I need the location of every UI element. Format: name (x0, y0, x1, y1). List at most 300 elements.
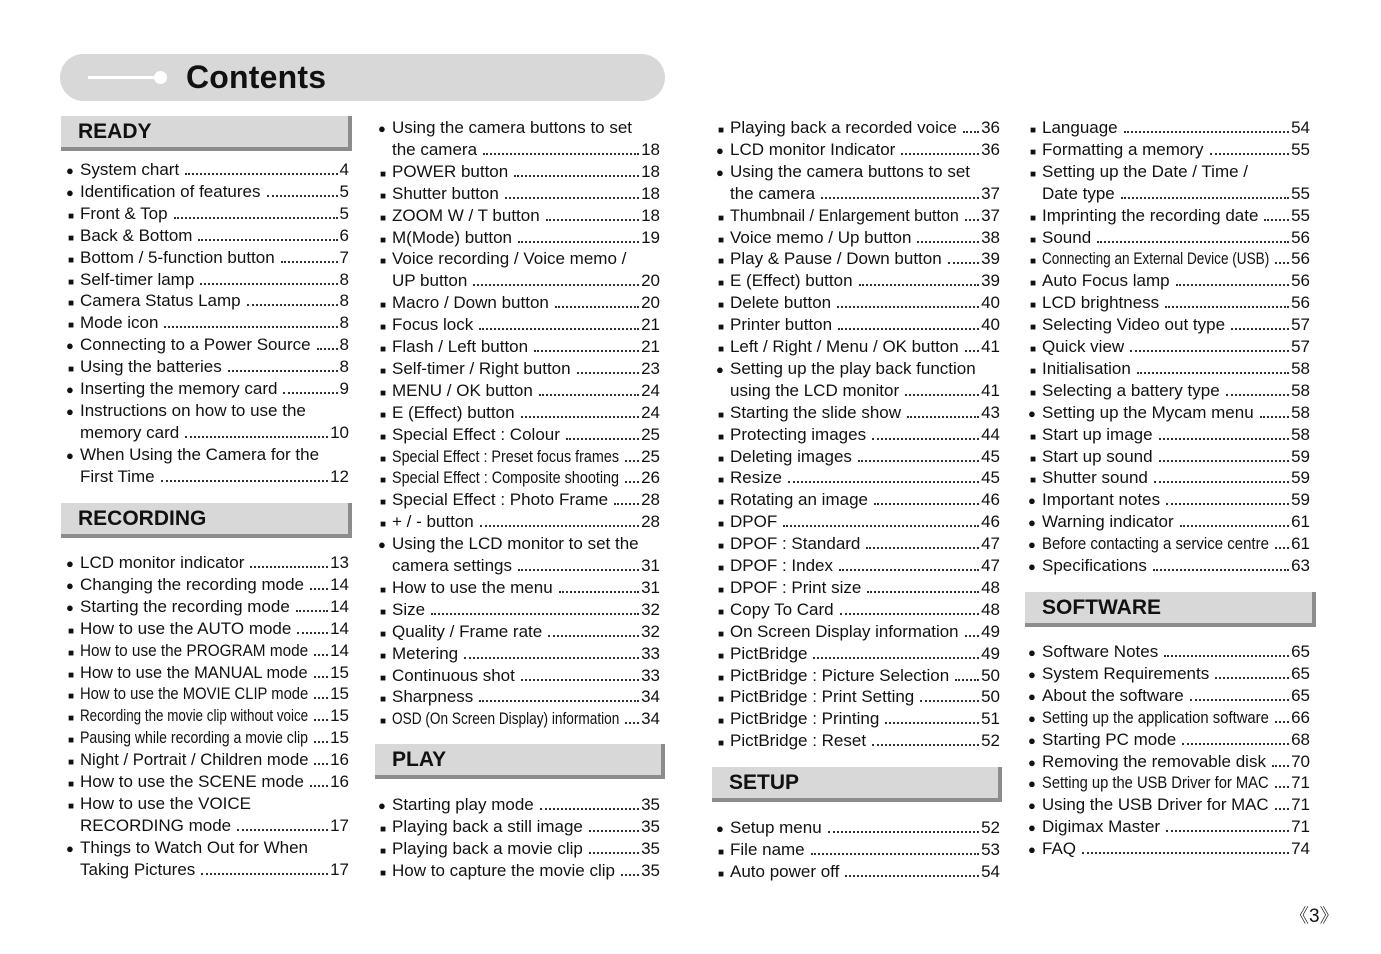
toc-page-number: 41 (981, 337, 1000, 356)
toc-entry[interactable] (66, 334, 349, 356)
toc-entry[interactable] (66, 378, 349, 400)
toc-entry[interactable] (716, 139, 1000, 161)
dot-leader (297, 632, 328, 634)
toc-entry-title: Recording the movie clip without voice (80, 706, 309, 726)
toc-page-number: 57 (1291, 337, 1310, 356)
dot-leader (164, 326, 337, 328)
toc-page-number: 71 (1291, 773, 1310, 793)
toc-entry[interactable] (378, 424, 660, 446)
toc-page-number: 16 (330, 750, 349, 770)
toc-entry[interactable] (66, 837, 349, 859)
bullet-square-icon: ■ (380, 212, 387, 224)
toc-entry[interactable] (66, 683, 349, 705)
toc-entry[interactable] (378, 336, 660, 358)
toc-page-number: 18 (641, 205, 660, 225)
bullet-circle-icon: ● (1028, 493, 1036, 509)
toc-entry[interactable] (66, 859, 349, 881)
toc-entry[interactable] (378, 555, 660, 577)
toc-entry[interactable] (716, 358, 1000, 380)
toc-entry-title: Shutter button (392, 183, 499, 203)
toc-entry-title: How to use the PROGRAM mode (80, 640, 309, 660)
dot-leader (1231, 328, 1289, 330)
bullet-circle-icon: ● (1028, 732, 1036, 748)
dot-leader (174, 217, 338, 219)
bullet-circle-icon: ● (66, 403, 74, 419)
toc-page-number: 66 (1291, 707, 1310, 727)
toc-page-number: 31 (641, 577, 660, 597)
toc-entry-title: Mode icon (80, 313, 159, 333)
toc-entry[interactable] (378, 533, 660, 555)
toc-entry[interactable] (378, 708, 660, 730)
toc-entry[interactable] (1028, 336, 1310, 358)
toc-entry[interactable] (716, 665, 1000, 687)
toc-entry[interactable] (716, 489, 1000, 511)
toc-page-number: 56 (1291, 227, 1310, 247)
toc-page-number: 54 (981, 861, 1000, 881)
bullet-square-icon: ■ (718, 234, 725, 246)
dot-leader (228, 370, 338, 372)
dot-leader (1215, 677, 1289, 679)
toc-entry[interactable] (66, 290, 349, 312)
toc-entry-title: PictBridge (730, 643, 808, 663)
toc-entry-title: camera settings (392, 556, 512, 575)
bullet-circle-icon: ● (716, 821, 724, 836)
toc-entry[interactable] (378, 621, 660, 643)
toc-entry[interactable] (66, 771, 349, 793)
dot-leader (473, 284, 639, 286)
bullet-square-icon: ■ (718, 497, 725, 509)
toc-entry-title: the camera (730, 183, 816, 203)
toc-entry[interactable] (716, 686, 1000, 708)
bullet-circle-icon: ● (66, 338, 74, 354)
toc-entry[interactable] (716, 380, 1000, 402)
toc-page-number: 50 (981, 665, 1000, 685)
toc-entry[interactable] (378, 358, 660, 380)
dot-leader (859, 284, 980, 286)
toc-entry[interactable] (66, 444, 349, 466)
toc-entry[interactable] (1028, 838, 1310, 860)
dot-leader (828, 831, 979, 833)
toc-entry[interactable] (716, 599, 1000, 621)
bullet-circle-icon: ● (1028, 688, 1036, 704)
toc-entry[interactable] (66, 159, 349, 181)
toc-entry[interactable] (378, 446, 660, 468)
toc-page-number: 37 (981, 183, 1000, 203)
bullet-square-icon: ■ (718, 738, 725, 750)
bullet-circle-icon: ● (66, 184, 74, 200)
toc-entry[interactable] (716, 402, 1000, 424)
dot-leader (1166, 830, 1289, 832)
bullet-square-icon: ■ (1030, 431, 1037, 443)
toc-page-number: 36 (981, 139, 1000, 159)
toc-entry[interactable] (378, 248, 660, 270)
banner-dot-icon (154, 71, 167, 84)
dot-leader (267, 195, 338, 197)
toc-entry-title: Initialisation (1042, 358, 1131, 378)
dot-leader (283, 392, 337, 394)
toc-page-number: 25 (641, 424, 660, 444)
toc-entry[interactable] (716, 205, 1000, 227)
bullet-square-icon: ■ (1030, 256, 1037, 268)
bullet-square-icon: ■ (380, 584, 387, 596)
dot-leader (867, 591, 979, 593)
dot-leader (577, 372, 640, 374)
toc-entry[interactable] (66, 312, 349, 334)
toc-entry[interactable] (1028, 816, 1310, 838)
toc-entry[interactable] (1028, 511, 1310, 533)
toc-entry[interactable] (66, 422, 349, 444)
toc-entry[interactable] (716, 424, 1000, 446)
toc-entry[interactable] (716, 314, 1000, 336)
toc-entry[interactable] (716, 117, 1000, 139)
toc-entry[interactable] (1028, 555, 1310, 577)
toc-entry-title: M(Mode) button (392, 227, 512, 247)
toc-page-number: 8 (339, 335, 349, 355)
bullet-circle-icon: ● (1028, 405, 1036, 421)
dot-leader (839, 569, 979, 571)
toc-entry[interactable] (378, 314, 660, 336)
toc-entry[interactable] (66, 705, 349, 727)
toc-entry[interactable] (1028, 685, 1310, 707)
dot-leader (281, 261, 338, 263)
toc-page-number: 59 (1291, 490, 1310, 510)
toc-entry[interactable] (66, 466, 349, 488)
toc-entry[interactable] (378, 511, 660, 533)
bullet-square-icon: ■ (1030, 387, 1037, 399)
toc-page-number: 8 (339, 291, 349, 311)
toc-entry[interactable] (1028, 117, 1310, 139)
dot-leader (185, 436, 328, 438)
toc-entry-title: DPOF : Index (730, 556, 833, 575)
toc-entry[interactable] (378, 380, 660, 402)
toc-page-number: 24 (641, 380, 660, 400)
toc-entry[interactable] (716, 467, 1000, 489)
toc-entry[interactable] (1028, 314, 1310, 336)
dot-leader (483, 153, 639, 155)
bullet-square-icon: ■ (718, 628, 725, 640)
bullet-square-icon: ■ (718, 868, 725, 880)
bullet-square-icon: ■ (718, 344, 725, 355)
bullet-circle-icon: ● (66, 840, 74, 856)
bullet-square-icon: ■ (1030, 344, 1037, 355)
bullet-square-icon: ■ (380, 694, 387, 706)
toc-entry[interactable] (1028, 205, 1310, 227)
toc-entry[interactable] (66, 269, 349, 291)
toc-entry[interactable] (716, 336, 1000, 358)
toc-entry-title: Printer button (730, 315, 833, 335)
toc-entry[interactable] (378, 292, 660, 314)
bullet-square-icon: ■ (68, 320, 75, 332)
toc-entry[interactable] (378, 227, 660, 249)
toc-entry[interactable] (1028, 358, 1310, 380)
section-header-recording (61, 503, 352, 538)
toc-entry[interactable] (66, 815, 349, 837)
toc-entry[interactable] (1028, 227, 1310, 249)
toc-entry-title: Important notes (1042, 490, 1161, 510)
toc-entry[interactable] (66, 400, 349, 422)
toc-entry[interactable] (66, 203, 349, 225)
toc-page-number: 34 (641, 687, 660, 707)
toc-entry[interactable] (1028, 270, 1310, 292)
toc-entry-title: E (Effect) button (730, 271, 853, 291)
dot-leader (821, 197, 979, 199)
toc-entry[interactable] (378, 643, 660, 665)
toc-entry-title: DPOF : Standard (730, 534, 861, 554)
dot-leader (1190, 699, 1289, 701)
toc-entry[interactable] (716, 511, 1000, 533)
bullet-square-icon: ■ (1030, 453, 1037, 465)
dot-leader (1264, 219, 1289, 221)
toc-entry[interactable] (1028, 139, 1310, 161)
toc-page-number: 15 (330, 706, 349, 726)
toc-entry[interactable] (716, 533, 1000, 555)
bullet-square-icon: ■ (380, 168, 387, 180)
toc-entry-title: + / - button (392, 512, 474, 532)
toc-entry[interactable] (1028, 772, 1310, 794)
toc-entry-title: How to use the menu (392, 577, 553, 597)
toc-entry[interactable] (1028, 380, 1310, 402)
toc-entry[interactable] (66, 181, 349, 203)
toc-entry[interactable] (716, 839, 1000, 861)
toc-page-number: 14 (330, 618, 349, 638)
bullet-circle-icon: ● (1028, 710, 1036, 726)
toc-page-number: 53 (981, 839, 1000, 859)
bullet-square-icon: ■ (1030, 322, 1037, 334)
toc-entry-title: Flash / Left button (392, 337, 529, 356)
toc-page-number: 55 (1291, 139, 1310, 159)
toc-entry[interactable] (716, 708, 1000, 730)
toc-entry[interactable] (716, 227, 1000, 249)
toc-entry[interactable] (378, 599, 660, 621)
toc-entry[interactable] (66, 793, 349, 815)
toc-page-number: 4 (339, 160, 349, 179)
toc-entry[interactable] (66, 247, 349, 269)
toc-entry-title: DPOF : Print size (730, 577, 862, 597)
toc-page-number: 15 (330, 728, 349, 748)
toc-entry[interactable] (1028, 292, 1310, 314)
dot-leader (1180, 525, 1289, 527)
toc-entry[interactable] (1028, 467, 1310, 489)
toc-entry-title: Formatting a memory (1042, 139, 1204, 159)
toc-entry[interactable] (716, 621, 1000, 643)
toc-entry-title: Before contacting a service centre (1042, 534, 1269, 554)
toc-page-number: 15 (330, 662, 349, 682)
toc-entry-title: Starting play mode (392, 795, 534, 814)
toc-entry[interactable] (66, 662, 349, 684)
toc-page-number: 58 (1291, 402, 1310, 422)
section-header-software (1025, 592, 1316, 627)
toc-entry[interactable] (716, 161, 1000, 183)
toc-entry-title: UP button (392, 271, 468, 291)
toc-entry-title: Deleting images (730, 446, 852, 466)
bullet-square-icon: ■ (68, 691, 75, 703)
toc-entry-title: Play & Pause / Down button (730, 249, 942, 269)
toc-page-number: 43 (981, 402, 1000, 422)
toc-page-number: 47 (981, 556, 1000, 575)
toc-entry[interactable] (1028, 641, 1310, 663)
toc-entry[interactable] (66, 618, 349, 640)
toc-page-number: 32 (641, 599, 660, 619)
toc-page-number: 19 (641, 227, 660, 247)
toc-entry[interactable] (378, 467, 660, 489)
bullet-square-icon: ■ (718, 125, 725, 136)
toc-entry[interactable] (1028, 533, 1310, 555)
toc-entry[interactable] (1028, 424, 1310, 446)
toc-entry-title: LCD brightness (1042, 293, 1160, 313)
bullet-square-icon: ■ (68, 757, 75, 769)
toc-entry[interactable] (716, 248, 1000, 270)
bullet-circle-icon: ● (378, 798, 386, 813)
dot-leader (948, 262, 979, 264)
toc-entry[interactable] (378, 117, 660, 139)
dot-leader (1153, 569, 1289, 571)
bullet-square-icon: ■ (380, 650, 387, 662)
dot-leader (559, 591, 639, 593)
toc-entry[interactable] (378, 402, 660, 424)
toc-entry[interactable] (1028, 446, 1310, 468)
toc-entry[interactable] (716, 270, 1000, 292)
toc-page-number: 59 (1291, 446, 1310, 466)
toc-entry-title: Date type (1042, 183, 1115, 203)
dot-leader (514, 175, 639, 177)
toc-entry-title: Software Notes (1042, 642, 1159, 661)
toc-entry-title: System Requirements (1042, 663, 1210, 683)
dot-leader (858, 460, 979, 462)
bullet-square-icon: ■ (718, 584, 725, 596)
toc-page-number: 41 (981, 380, 1000, 400)
toc-entry[interactable] (378, 665, 660, 687)
toc-entry-title: File name (730, 839, 805, 859)
toc-page-number: 71 (1291, 795, 1310, 815)
toc-entry[interactable] (378, 577, 660, 599)
bullet-square-icon: ■ (380, 453, 387, 465)
toc-entry-title: POWER button (392, 161, 509, 181)
toc-entry[interactable] (66, 727, 349, 749)
dot-leader (788, 481, 979, 483)
toc-entry[interactable] (716, 183, 1000, 205)
bullet-circle-icon: ● (1028, 842, 1036, 858)
dot-leader (310, 785, 328, 787)
toc-entry-title: PictBridge : Picture Selection (730, 665, 950, 685)
toc-entry[interactable] (1028, 183, 1310, 205)
title-banner (60, 54, 665, 101)
toc-entry-title: Night / Portrait / Children mode (80, 750, 309, 770)
dot-leader (317, 348, 338, 350)
toc-entry[interactable] (378, 860, 660, 882)
toc-entry[interactable] (378, 794, 660, 816)
toc-entry-title: Auto power off (730, 861, 840, 881)
toc-page-number: 48 (981, 577, 1000, 597)
bullet-square-icon: ■ (380, 365, 387, 377)
toc-entry[interactable] (716, 643, 1000, 665)
toc-entry-title: Things to Watch Out for When (80, 837, 309, 857)
toc-page-number: 52 (981, 818, 1000, 837)
toc-page-number: 35 (641, 860, 660, 880)
toc-entry[interactable] (716, 730, 1000, 752)
toc-entry[interactable] (378, 161, 660, 183)
bullet-square-icon: ■ (1030, 168, 1037, 180)
section-title: RECORDING (78, 507, 207, 530)
toc-entry[interactable] (66, 574, 349, 596)
toc-entry[interactable] (378, 183, 660, 205)
toc-page-number: 6 (339, 225, 349, 245)
toc-entry-title: OSD (On Screen Display) information (392, 709, 620, 729)
toc-entry-title: Setting up the USB Driver for MAC (1042, 773, 1269, 793)
toc-entry[interactable] (66, 749, 349, 771)
bullet-circle-icon: ● (66, 447, 74, 463)
toc-entry[interactable] (716, 292, 1000, 314)
toc-entry[interactable] (1028, 161, 1310, 183)
section-title: SETUP (729, 771, 800, 794)
dot-leader (1275, 547, 1289, 549)
toc-entry[interactable] (716, 817, 1000, 839)
toc-entry[interactable] (378, 489, 660, 511)
toc-entry[interactable] (1028, 751, 1310, 773)
toc-entry[interactable] (716, 861, 1000, 883)
toc-entry[interactable] (66, 640, 349, 662)
toc-entry-title: Special Effect : Preset focus frames (392, 446, 620, 466)
toc-entry[interactable] (1028, 794, 1310, 816)
toc-entry[interactable] (378, 205, 660, 227)
bullet-square-icon: ■ (380, 431, 387, 443)
toc-entry[interactable] (716, 446, 1000, 468)
dot-leader (201, 873, 328, 875)
toc-entry-title: memory card (80, 422, 180, 442)
toc-entry[interactable] (378, 838, 660, 860)
toc-entry-title: Continuous shot (392, 665, 515, 685)
toc-entry[interactable] (1028, 729, 1310, 751)
toc-entry[interactable] (1028, 402, 1310, 424)
bullet-square-icon: ■ (718, 431, 725, 443)
toc-entry[interactable] (716, 555, 1000, 577)
dot-leader (837, 306, 979, 308)
toc-entry-title: Warning indicator (1042, 512, 1174, 532)
toc-entry-title: Quality / Frame rate (392, 621, 543, 641)
toc-entry[interactable] (1028, 663, 1310, 685)
bullet-square-icon: ■ (68, 298, 75, 310)
toc-entry[interactable] (378, 270, 660, 292)
dot-leader (1182, 743, 1289, 745)
toc-entry[interactable] (1028, 707, 1310, 729)
dot-leader (963, 131, 979, 133)
toc-page-number: 34 (641, 709, 660, 729)
toc-entry[interactable] (1028, 248, 1310, 270)
toc-entry-title: Copy To Card (730, 599, 834, 619)
toc-entry[interactable] (378, 139, 660, 161)
toc-entry-title: Starting the slide show (730, 402, 902, 422)
toc-page-number: 58 (1291, 424, 1310, 444)
dot-leader (505, 197, 639, 199)
toc-entry-title: Setting up the play back function (730, 358, 976, 378)
bullet-square-icon: ■ (1030, 300, 1037, 312)
dot-leader (1176, 284, 1290, 286)
toc-entry[interactable] (378, 686, 660, 708)
toc-entry-title: PictBridge : Printing (730, 709, 880, 729)
toc-entry[interactable] (716, 577, 1000, 599)
toc-entry-title: Using the batteries (80, 357, 222, 377)
toc-entry[interactable] (66, 596, 349, 618)
toc-entry[interactable] (1028, 489, 1310, 511)
toc-entry[interactable] (378, 816, 660, 838)
toc-entry[interactable] (66, 356, 349, 378)
toc-entry-title: PictBridge : Reset (730, 731, 867, 751)
toc-entry-title: Focus lock (392, 315, 474, 335)
dot-leader (198, 239, 337, 241)
bullet-square-icon: ■ (68, 669, 75, 681)
toc-entry[interactable] (66, 225, 349, 247)
toc-entry[interactable] (66, 552, 349, 574)
toc-entry-title: LCD monitor indicator (80, 553, 245, 572)
